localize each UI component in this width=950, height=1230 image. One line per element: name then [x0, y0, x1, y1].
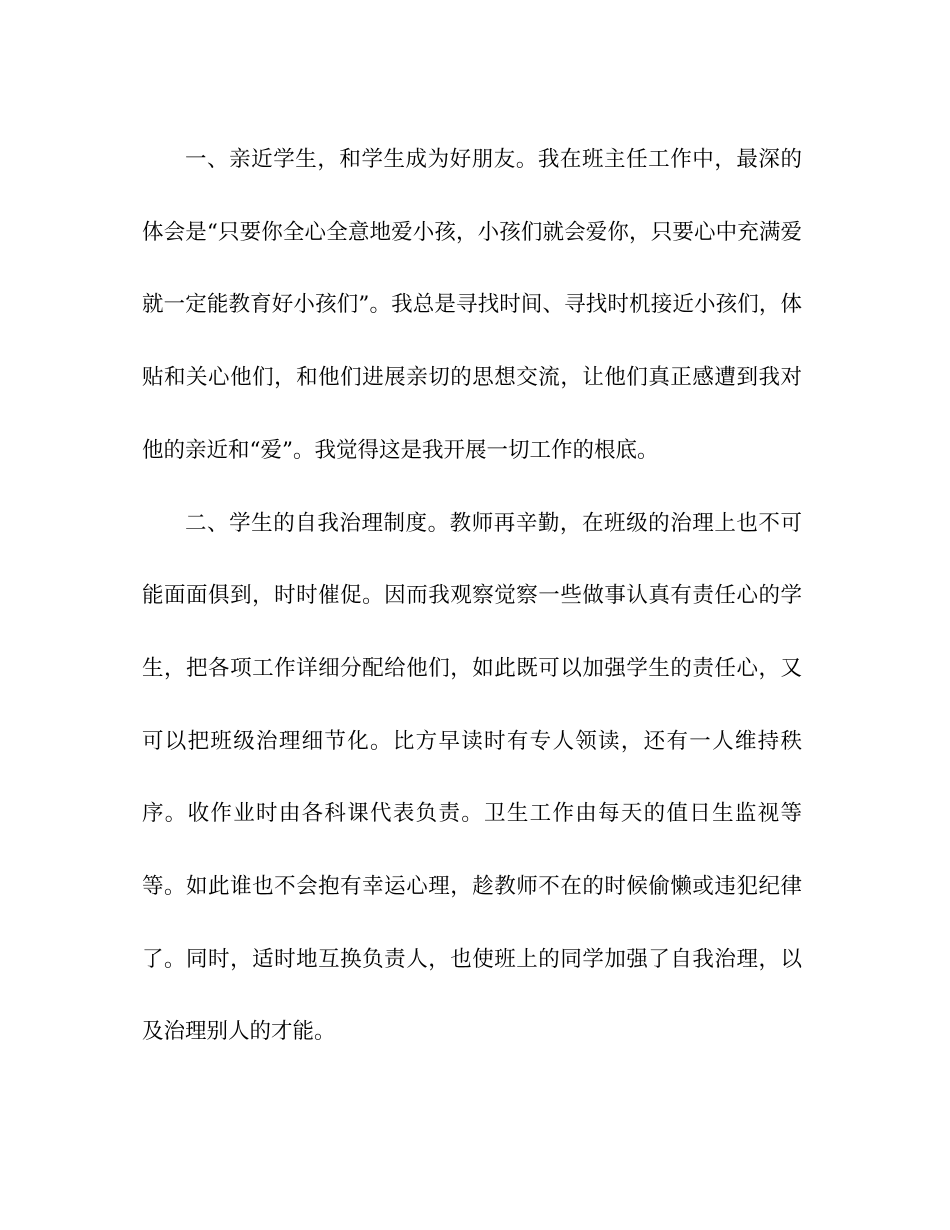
paragraph-2: 二、学生的自我治理制度。教师再辛勤，在班级的治理上也不可能面面俱到，时时催促。因而我观察觉察一些做事认真有责任心的学生，把各项工作详细分配给他们，如此既可以加强学生的责任心，又可以把班级治理细节化。比方早读时有专人领读，还有一人维持秩序。收作业时由各科课代表负责。卫生工作由每天的值日生监视等等。如此谁也不会抱有幸运心理，趁教师不在的时候偷懒或违犯纪律了。同时，适时地互换负责人，也使班上的同学加强了自我治理，以及治理别人的才能。 [142, 510, 802, 1045]
document-body [142, 124, 802, 1069]
paragraph-1: 一、亲近学生，和学生成为好朋友。我在班主任工作中，最深的体会是“只要你全心全意地爱小孩，小孩们就会爱你，只要心中充满爱就一定能教育好小孩们”。我总是寻找时间、寻找时机接近小孩们，体贴和关心他们，和他们进展亲切的思想交流，让他们真正感遭到我对他的亲近和“爱”。我觉得这是我开展一切工作的根底。 [142, 147, 802, 463]
